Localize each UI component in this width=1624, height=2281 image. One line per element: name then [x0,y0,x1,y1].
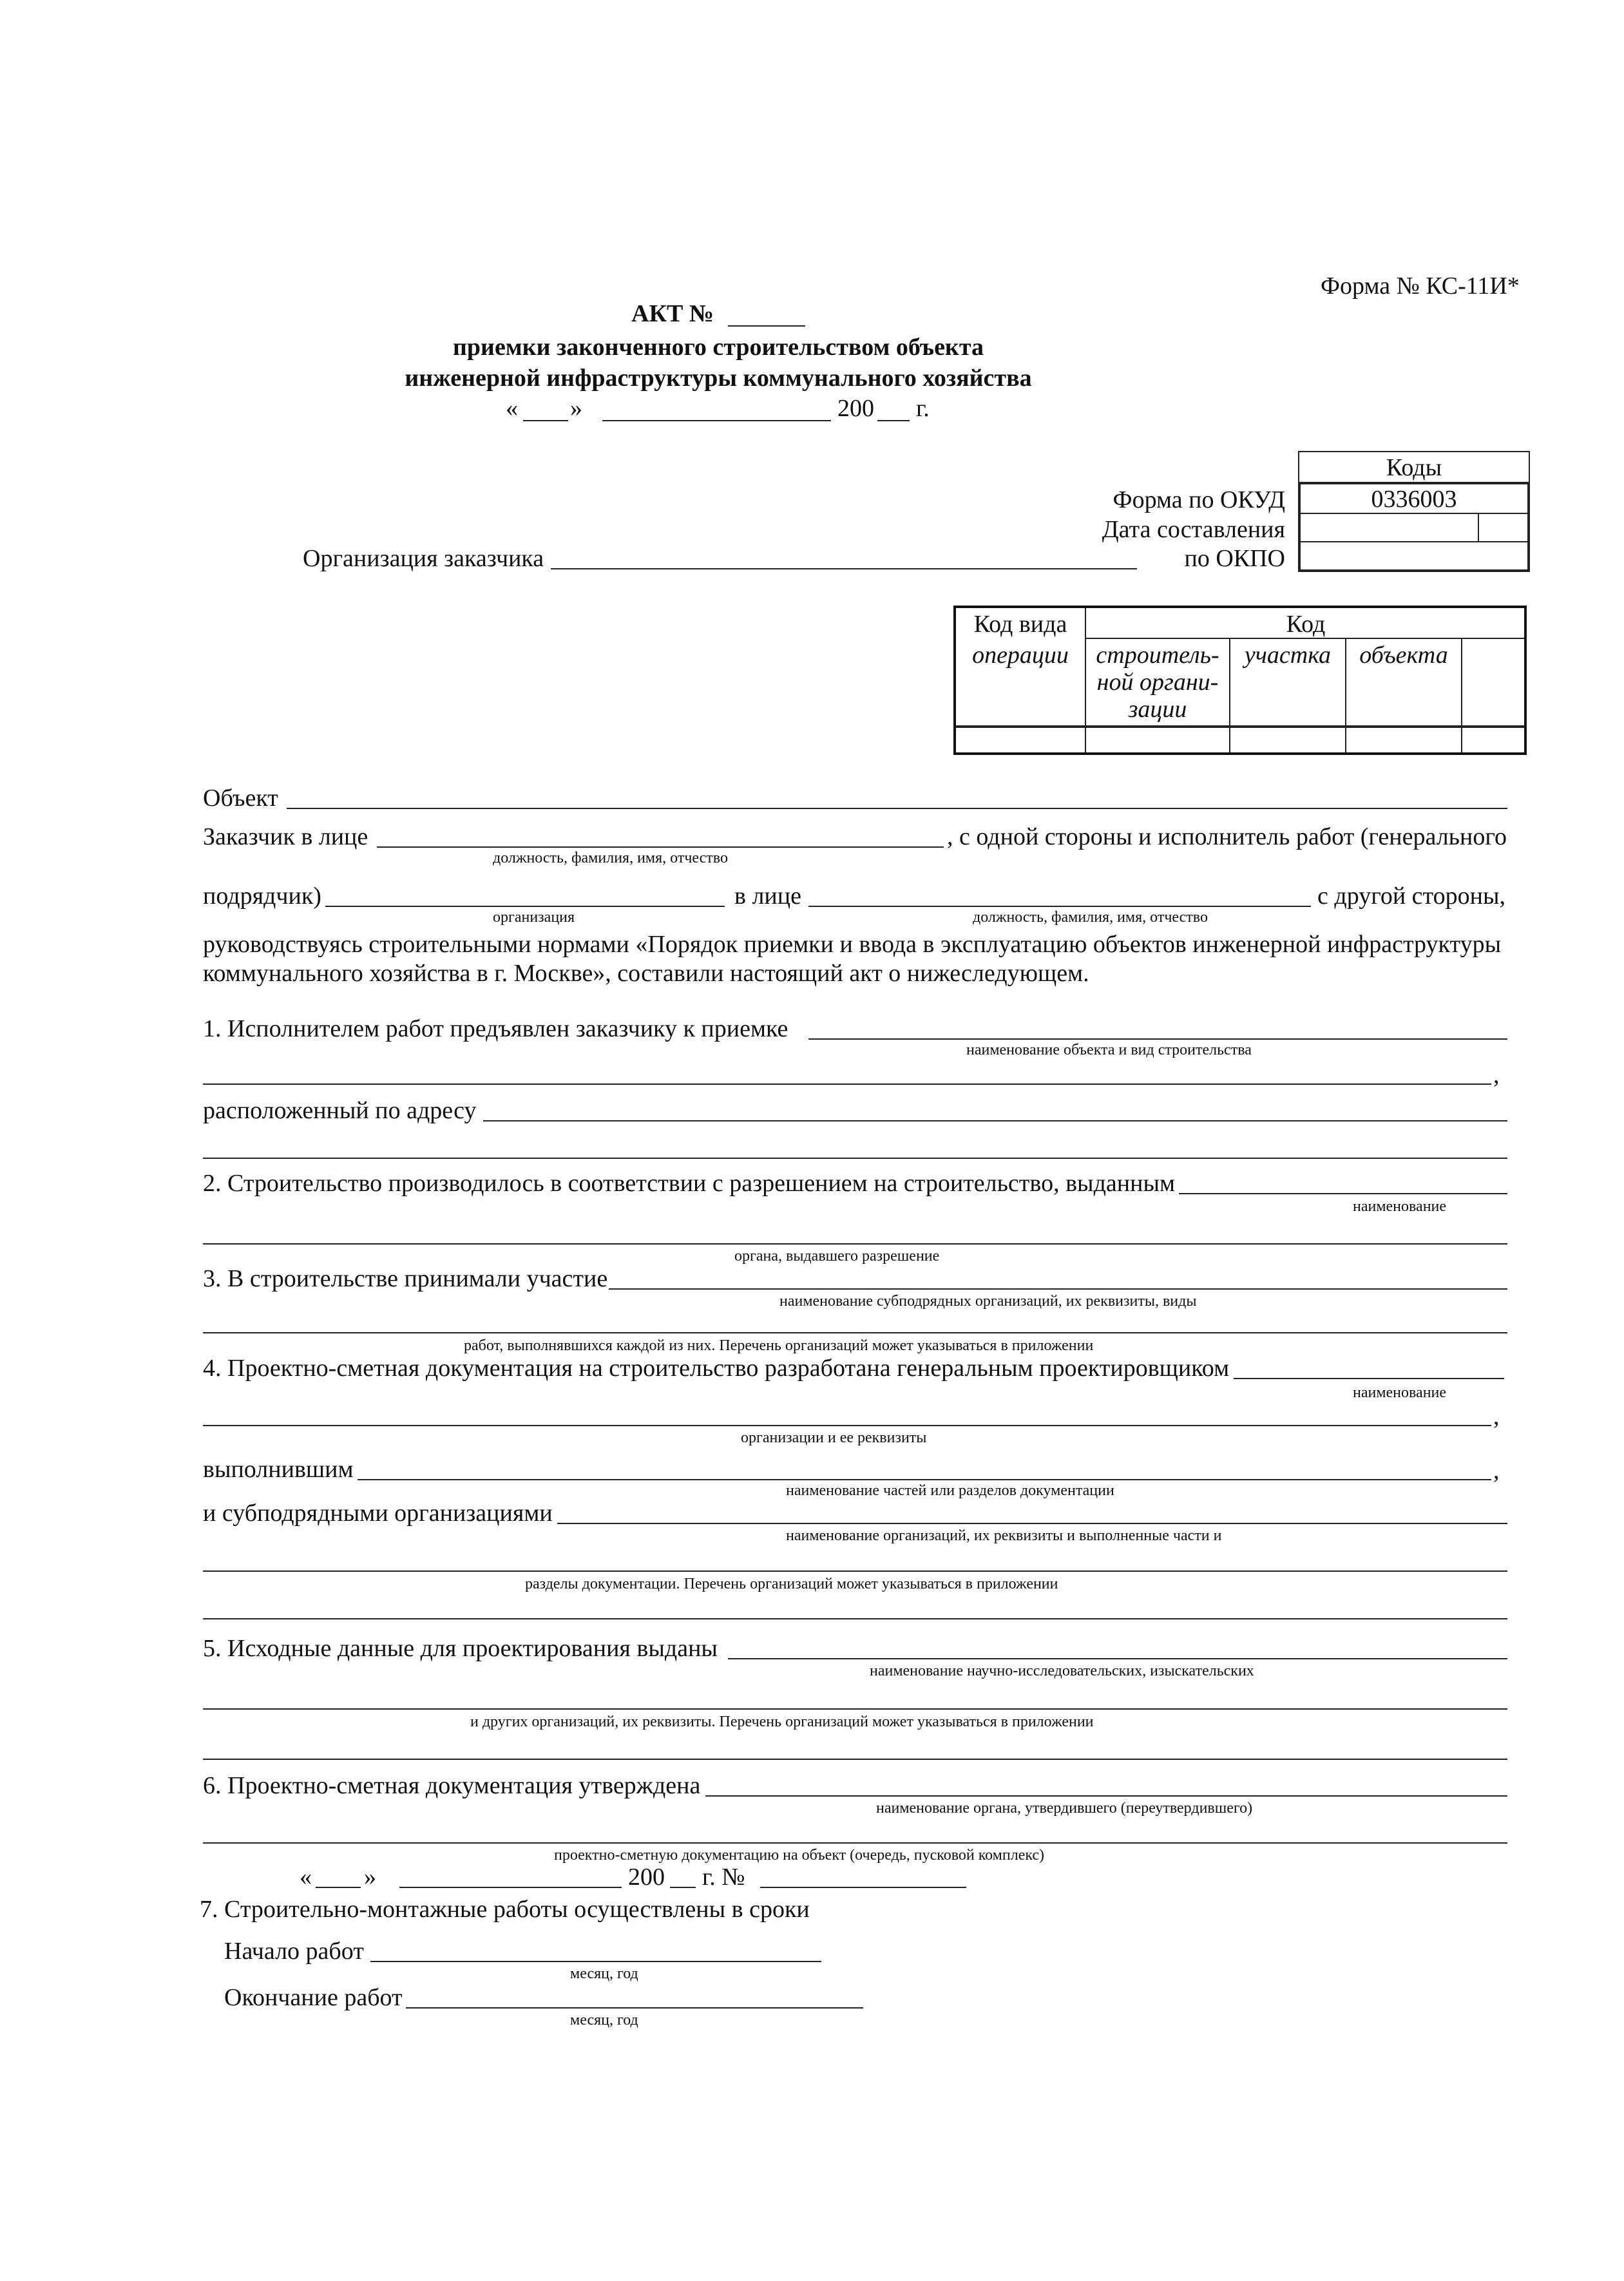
p6-date-month-field[interactable] [399,1887,622,1888]
start-field[interactable] [370,1961,821,1962]
date-open-quote: « [506,395,518,422]
codes-header [1298,451,1530,483]
op-table-vline-4 [1461,639,1462,752]
p3-label: 3. В строительстве принимали участие [203,1265,608,1292]
p2-field-2[interactable] [203,1243,1507,1245]
okpo-label: по ОКПО [1184,545,1285,572]
p4-sub-field-3[interactable] [203,1618,1507,1619]
customer-org-label: Организация заказчика [303,545,544,572]
customer-tail: , с одной стороны и исполнитель работ (генерального [947,823,1507,850]
p4-sub-label: и субподрядными организациями [203,1500,553,1527]
date-year-field[interactable] [877,420,910,421]
p4-label: 4. Проектно-сметная документация на строительство разработана генеральным проектировщиком [203,1355,1230,1382]
p5-field[interactable] [728,1658,1507,1659]
date-compiled-field[interactable] [1298,513,1530,542]
date-year-suffix: г. [916,395,930,422]
okud-value: 0336003 [1371,486,1457,513]
op-type-header-2: операции [972,642,1069,669]
op-type-header: Код вида [973,611,1067,638]
p4-done-label: выполнившим [203,1456,354,1483]
other-side-label: с другой стороны, [1317,883,1506,910]
org-code-header-1: строитель- [1096,642,1219,669]
date-close-quote: » [570,395,582,422]
date-month-field[interactable] [602,420,831,421]
p5-caption-1: наименование научно-исследовательских, изыскательских [870,1663,1254,1679]
p4-caption-5: разделы документации. Перечень организаций может указываться в приложении [525,1576,1058,1592]
p1-comma: , [1493,1062,1500,1089]
p4-sub-field[interactable] [557,1523,1507,1524]
form-number: Форма № КС-11И* [1321,272,1520,300]
p6-number-field[interactable] [760,1887,966,1888]
operation-code-table [953,606,1527,755]
p6-field-2[interactable] [203,1842,1507,1844]
address-field-2[interactable] [203,1158,1507,1159]
caption-contractor-position: должность, фамилия, имя, отчество [973,909,1208,926]
caption-customer-position: должность, фамилия, имя, отчество [493,850,728,866]
p1-field-2[interactable] [203,1083,1491,1085]
p3-caption-2: работ, выполнявшихся каждой из них. Перечень организаций может указываться в приложении [464,1337,1094,1354]
p4-field[interactable] [1234,1378,1504,1379]
address-label: расположенный по адресу [203,1097,477,1124]
p6-label: 6. Проектно-сметная документация утверждена [203,1772,701,1799]
object-code-header: объекта [1359,642,1448,669]
p6-caption-1: наименование органа, утвердившего (переутвердившего) [876,1800,1253,1817]
p6-date-year-field[interactable] [670,1887,696,1888]
p6-date-open: « [300,1864,312,1891]
start-caption: месяц, год [570,1965,638,1982]
object-field[interactable] [287,808,1507,809]
okud-field[interactable] [1298,482,1530,514]
p6-date-close: » [364,1864,376,1891]
kod-header: Код [1286,611,1326,638]
p5-label: 5. Исходные данные для проектирования выданы [203,1635,718,1662]
p2-label: 2. Строительство производилось в соответствии с разрешением на строительство, выданным [203,1170,1176,1197]
p3-field[interactable] [609,1288,1507,1290]
customer-person-field[interactable] [377,846,944,848]
caption-contractor-org: организация [493,909,575,926]
p4-sub-field-2[interactable] [203,1570,1507,1572]
p3-caption-1: наименование субподрядных организаций, их реквизиты, виды [779,1293,1197,1310]
p1-field[interactable] [808,1038,1507,1040]
p2-caption-2: органа, выдавшего разрешение [734,1248,940,1265]
contractor-label: подрядчик) [203,883,321,910]
act-subtitle-2: инженерной инфраструктуры коммунального хозяйства [405,365,1032,392]
contractor-org-field[interactable] [325,906,725,907]
start-label: Начало работ [224,1938,364,1965]
p4-caption-1: наименование [1353,1384,1447,1401]
act-number-field[interactable] [728,325,805,327]
p3-field-2[interactable] [203,1332,1507,1333]
guided-line-2: коммунального хозяйства в г. Москве», составили настоящий акт о нижеследующем. [203,960,1089,987]
p5-field-2[interactable] [203,1708,1507,1710]
in-person-label: в лице [734,883,801,910]
codes-header-label: Коды [1386,454,1442,481]
p7-label: 7. Строительно-монтажные работы осуществлены в сроки [200,1896,810,1923]
p4-caption-4: наименование организаций, их реквизиты и выполненные части и [786,1527,1222,1544]
p6-date-year: 200 [628,1864,665,1891]
contractor-person-field[interactable] [808,906,1311,907]
org-code-header-2: ной органи- [1096,669,1219,696]
p5-field-3[interactable] [203,1759,1507,1760]
p4-done-field[interactable] [358,1479,1491,1480]
p4-field-2[interactable] [203,1425,1491,1426]
end-field[interactable] [406,2007,863,2009]
p6-number-label: г. № [702,1864,745,1891]
act-title: АКТ № [631,300,714,327]
op-table-hline-data [956,725,1524,728]
p6-date-day-field[interactable] [316,1887,361,1888]
p2-field[interactable] [1179,1193,1507,1194]
p4-caption-3: наименование частей или разделов документации [786,1482,1114,1499]
act-subtitle-1: приемки законченного строительством объекта [453,334,984,361]
date-compiled-label: Дата составления [1102,516,1285,543]
p1-label: 1. Исполнителем работ предъявлен заказчику к приемке [203,1015,788,1042]
p4-caption-2: организации и ее реквизиты [741,1429,927,1446]
address-field[interactable] [483,1120,1507,1121]
end-caption: месяц, год [570,2012,638,2028]
p4-comma-1: , [1493,1403,1500,1430]
site-code-header: участка [1244,642,1332,669]
op-type-cell[interactable] [956,697,1085,723]
p6-caption-2: проектно-сметную документацию на объект (очередь, пусковой комплекс) [554,1847,1045,1864]
org-code-header-3: зации [1128,696,1187,723]
object-label: Объект [203,785,278,812]
p4-comma-2: , [1493,1457,1500,1484]
customer-org-field[interactable] [551,568,1137,569]
okpo-field[interactable] [1298,541,1530,572]
end-label: Окончание работ [224,1984,403,2011]
op-table-hline-kod [1085,638,1524,639]
p2-caption-1: наименование [1353,1198,1447,1215]
p5-caption-2: и других организаций, их реквизиты. Перечень организаций может указываться в приложении [470,1713,1094,1730]
p6-field[interactable] [705,1795,1507,1797]
p1-caption: наименование объекта и вид строительства [966,1042,1252,1058]
okud-label: Форма по ОКУД [1113,486,1285,513]
guided-line-1: руководствуясь строительными нормами «Порядок приемки и ввода в эксплуатацию объектов инженерной инфраструктуры [203,931,1502,958]
date-compiled-divider [1478,514,1479,541]
date-day-field[interactable] [523,420,568,421]
date-year-prefix: 200 [837,395,874,422]
customer-label: Заказчик в лице [203,823,368,850]
